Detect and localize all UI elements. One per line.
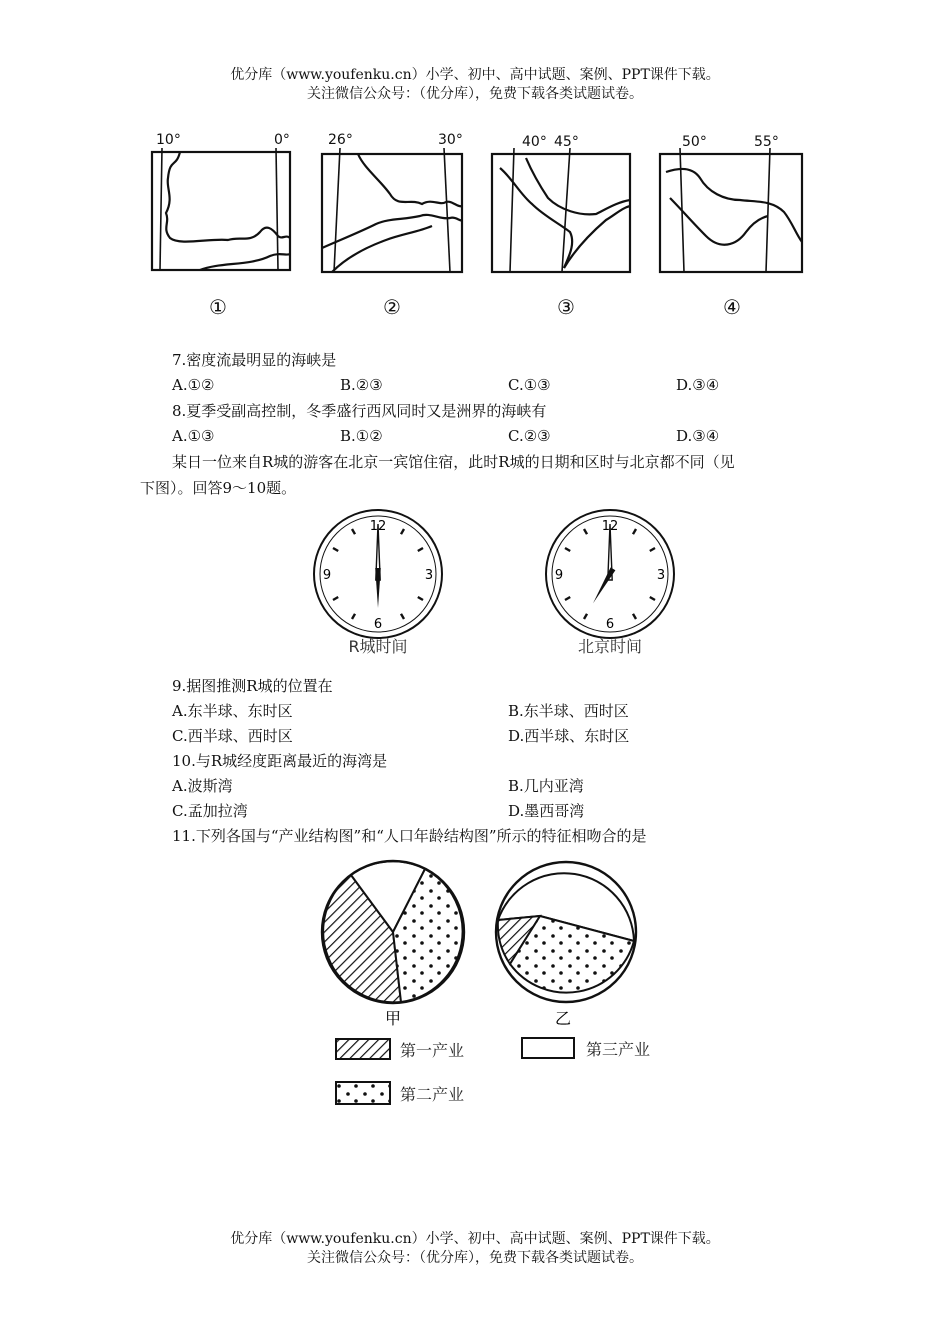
map-4-coastline — [666, 169, 802, 242]
q9-option-d: D.西半球、东时区 — [508, 727, 630, 745]
q8-option-b: B.①② — [340, 427, 383, 445]
map-1-label: ① — [209, 295, 227, 319]
bj-clock-numeral-9: 9 — [554, 568, 564, 583]
intro-line-2: 下图）。回答9～10题。 — [140, 479, 297, 497]
header-line-1: 优分库（www.youfenku.cn）小学、初中、高中试题、案例、PPT课件下载。 — [230, 67, 720, 83]
r-clock-numeral-6: 6 — [373, 617, 383, 632]
q10-option-d: D.墨西哥湾 — [508, 802, 585, 820]
r-clock-numeral-9: 9 — [322, 568, 332, 583]
q8-stem: 8.夏季受副高控制，冬季盛行西风同时又是洲界的海峡有 — [172, 402, 547, 420]
map-4-lon-left: 50° — [682, 134, 707, 150]
r-clock-numeral-12: 12 — [369, 519, 387, 534]
q7-stem: 7.密度流最明显的海峡是 — [172, 351, 337, 369]
intro-line-1: 某日一位来自R城的游客在北京一宾馆住宿，此时R城的日期和区时与北京都不同（见 — [172, 453, 735, 471]
footer-line-2: 关注微信公众号：（优分库），免费下载各类试题试卷。 — [307, 1250, 643, 1266]
strait-maps-figure — [140, 128, 810, 323]
q10-option-c: C.孟加拉湾 — [172, 802, 248, 820]
q9-stem: 9.据图推测R城的位置在 — [172, 677, 333, 695]
r-clock-numeral-3: 3 — [424, 568, 434, 583]
q8-option-a: A.①③ — [172, 427, 215, 445]
q10-option-b: B.几内亚湾 — [508, 777, 584, 795]
clocks-figure — [300, 500, 690, 662]
bj-clock-numeral-12: 12 — [601, 519, 619, 534]
q10-option-a: A.波斯湾 — [172, 777, 233, 795]
q10-stem: 10.与R城经度距离最近的海湾是 — [172, 752, 388, 770]
q7-option-a: A.①② — [172, 376, 215, 394]
map-2-lon-right: 30° — [438, 132, 463, 148]
map-3-lon-right: 45° — [554, 134, 579, 150]
map-2-lon-left: 26° — [328, 132, 353, 148]
q7-option-c: C.①③ — [508, 376, 551, 394]
header-line-2: 关注微信公众号：（优分库），免费下载各类试题试卷。 — [307, 86, 643, 102]
q8-option-c: C.②③ — [508, 427, 551, 445]
legend-tertiary-swatch — [522, 1038, 574, 1058]
map-1-frame — [152, 152, 290, 270]
q9-option-c: C.西半球、西时区 — [172, 727, 293, 745]
map-1-lon-left: 10° — [156, 132, 181, 148]
legend-primary-label: 第一产业 — [400, 1041, 465, 1060]
map-3-coastline — [526, 158, 630, 214]
map-3-label: ③ — [557, 295, 575, 319]
beijing-clock-caption: 北京时间 — [577, 637, 643, 656]
map-1-lon-right: 0° — [274, 132, 290, 148]
map-2-label: ② — [383, 295, 401, 319]
r-city-clock — [314, 510, 442, 638]
footer-line-1: 优分库（www.youfenku.cn）小学、初中、高中试题、案例、PPT课件下载。 — [230, 1231, 720, 1247]
beijing-clock — [546, 510, 674, 638]
pie-jia-label: 甲 — [384, 1009, 402, 1028]
map-4-lon-right: 55° — [754, 134, 779, 150]
map-4-label: ④ — [723, 295, 741, 319]
industry-structure-figure — [310, 850, 690, 1110]
pie-yi-label: 乙 — [554, 1009, 572, 1028]
map-3-lon-left: 40° — [522, 134, 547, 150]
legend-secondary-label: 第二产业 — [400, 1085, 465, 1104]
legend-primary-swatch — [336, 1039, 390, 1059]
bj-clock-numeral-3: 3 — [656, 568, 666, 583]
map-1-coastline — [166, 152, 290, 242]
q7-option-d: D.③④ — [676, 376, 720, 394]
q11-stem: 11.下列各国与“产业结构图”和“人口年龄结构图”所示的特征相吻合的是 — [172, 827, 647, 845]
legend-secondary-swatch — [336, 1082, 390, 1104]
bj-clock-numeral-6: 6 — [605, 617, 615, 632]
legend-tertiary-label: 第三产业 — [586, 1040, 651, 1059]
q9-option-a: A.东半球、东时区 — [172, 702, 293, 720]
r-city-clock-caption: R城时间 — [348, 637, 408, 656]
q7-option-b: B.②③ — [340, 376, 383, 394]
q8-option-d: D.③④ — [676, 427, 720, 445]
q9-option-b: B.东半球、西时区 — [508, 702, 629, 720]
map-2-frame — [322, 154, 462, 272]
